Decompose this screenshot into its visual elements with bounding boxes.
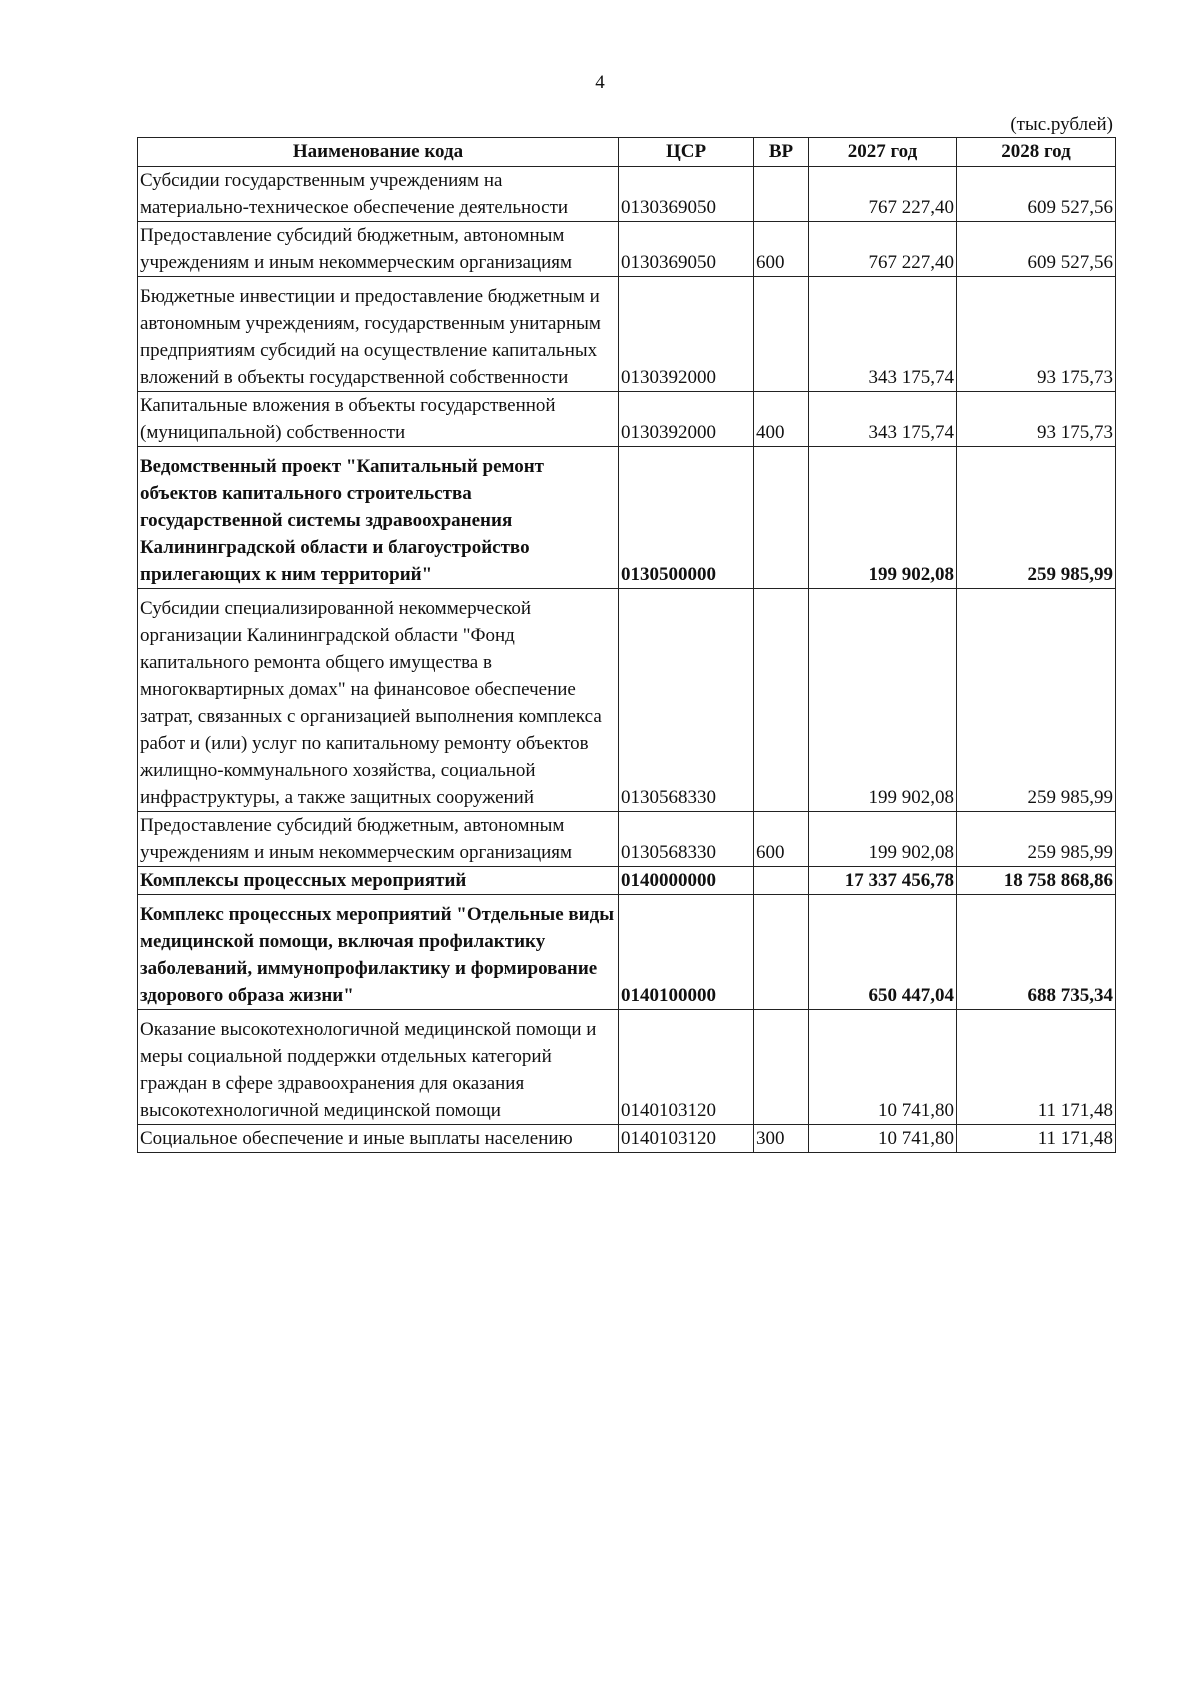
cell-csr: 0130568330 — [619, 589, 754, 812]
cell-2027: 343 175,74 — [809, 277, 957, 392]
cell-2027: 10 741,80 — [809, 1010, 957, 1125]
cell-2027: 10 741,80 — [809, 1125, 957, 1153]
cell-vr: 400 — [754, 392, 809, 447]
cell-2028: 18 758 868,86 — [957, 867, 1116, 895]
table-row — [138, 895, 1116, 1010]
cell-2028: 11 171,48 — [957, 1010, 1116, 1125]
cell-name: Социальное обеспечение и иные выплаты населению — [138, 1125, 619, 1153]
cell-2027: 650 447,04 — [809, 895, 957, 1010]
header-2027: 2027 год — [809, 138, 957, 167]
cell-vr: 600 — [754, 812, 809, 867]
cell-2028: 609 527,56 — [957, 222, 1116, 277]
cell-vr: 600 — [754, 222, 809, 277]
cell-2027: 767 227,40 — [809, 222, 957, 277]
cell-name: Предоставление субсидий бюджетным, автономным учреждениям и иным некоммерческим организациям — [138, 812, 619, 867]
cell-csr: 0130500000 — [619, 447, 754, 589]
cell-2028: 609 527,56 — [957, 167, 1116, 222]
units-label: (тыс.рублей) — [1010, 114, 1113, 135]
table-row — [138, 1010, 1116, 1125]
cell-csr: 0130392000 — [619, 277, 754, 392]
table-row — [138, 812, 1116, 867]
budget-table — [137, 137, 1116, 1153]
cell-2028: 688 735,34 — [957, 895, 1116, 1010]
cell-2027: 767 227,40 — [809, 167, 957, 222]
cell-vr — [754, 867, 809, 895]
header-vr: ВР — [754, 138, 809, 167]
table-row — [138, 277, 1116, 392]
cell-csr: 0130369050 — [619, 222, 754, 277]
cell-vr — [754, 895, 809, 1010]
table-row — [138, 167, 1116, 222]
cell-vr — [754, 589, 809, 812]
table-row — [138, 867, 1116, 895]
cell-2027: 343 175,74 — [809, 392, 957, 447]
cell-2028: 259 985,99 — [957, 447, 1116, 589]
cell-vr — [754, 277, 809, 392]
table-header-row — [138, 138, 1116, 167]
cell-2028: 259 985,99 — [957, 589, 1116, 812]
cell-name: Ведомственный проект "Капитальный ремонт объектов капитального строительства государственной системы здравоохранения Калининградской области и благоустройство прилегающих к ним территорий" — [138, 447, 619, 589]
header-2028: 2028 год — [957, 138, 1116, 167]
cell-csr: 0140103120 — [619, 1010, 754, 1125]
cell-2028: 11 171,48 — [957, 1125, 1116, 1153]
cell-vr: 300 — [754, 1125, 809, 1153]
cell-csr: 0140000000 — [619, 867, 754, 895]
table-row — [138, 589, 1116, 812]
cell-csr: 0130568330 — [619, 812, 754, 867]
cell-name: Комплекс процессных мероприятий "Отдельные виды медицинской помощи, включая профилактику заболеваний, иммунопрофилактику и формирование здорового образа жизни" — [138, 895, 619, 1010]
cell-2028: 93 175,73 — [957, 277, 1116, 392]
table-row — [138, 222, 1116, 277]
header-name: Наименование кода — [138, 138, 619, 167]
cell-2027: 199 902,08 — [809, 589, 957, 812]
cell-2027: 17 337 456,78 — [809, 867, 957, 895]
cell-name: Предоставление субсидий бюджетным, автономным учреждениям и иным некоммерческим организациям — [138, 222, 619, 277]
cell-vr — [754, 1010, 809, 1125]
cell-2027: 199 902,08 — [809, 447, 957, 589]
table-row — [138, 392, 1116, 447]
cell-csr: 0140100000 — [619, 895, 754, 1010]
page-number: 4 — [595, 72, 605, 93]
cell-csr: 0130392000 — [619, 392, 754, 447]
table-row — [138, 1125, 1116, 1153]
cell-csr: 0130369050 — [619, 167, 754, 222]
cell-name: Субсидии государственным учреждениям на материально-техническое обеспечение деятельности — [138, 167, 619, 222]
cell-name: Капитальные вложения в объекты государственной (муниципальной) собственности — [138, 392, 619, 447]
cell-vr — [754, 167, 809, 222]
cell-name: Оказание высокотехнологичной медицинской помощи и меры социальной поддержки отдельных категорий граждан в сфере здравоохранения для оказания высокотехнологичной медицинской помощи — [138, 1010, 619, 1125]
cell-2028: 259 985,99 — [957, 812, 1116, 867]
cell-name: Субсидии специализированной некоммерческой организации Калининградской области "Фонд капитального ремонта общего имущества в многоквартирных домах" на финансовое обеспечение затрат, связанных с организацией выполнения комплекса работ и (или) услуг по капитальному ремонту объектов жилищно-коммунального хозяйства, социальной инфраструктуры, а также защитных сооружений — [138, 589, 619, 812]
cell-vr — [754, 447, 809, 589]
header-csr: ЦСР — [619, 138, 754, 167]
table-row — [138, 447, 1116, 589]
cell-name: Комплексы процессных мероприятий — [138, 867, 619, 895]
cell-2027: 199 902,08 — [809, 812, 957, 867]
cell-csr: 0140103120 — [619, 1125, 754, 1153]
cell-name: Бюджетные инвестиции и предоставление бюджетным и автономным учреждениям, государственным унитарным предприятиям субсидий на осуществление капитальных вложений в объекты государственной собственности — [138, 277, 619, 392]
cell-2028: 93 175,73 — [957, 392, 1116, 447]
